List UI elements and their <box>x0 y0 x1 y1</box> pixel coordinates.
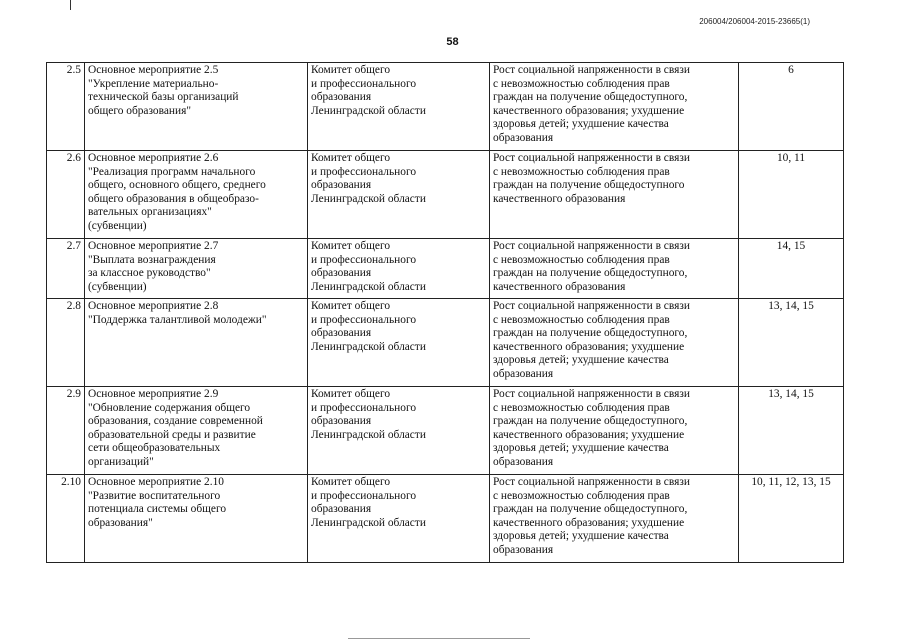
cell-line: качественного образования; ухудшение <box>493 516 685 529</box>
cell-line: здоровья детей; ухудшение качества <box>493 530 669 543</box>
cell-line: Основное мероприятие 2.8 <box>88 300 219 312</box>
cell-line: образования <box>311 503 372 516</box>
cell-line: здоровья детей; ухудшение качества <box>493 354 669 367</box>
cell-line: (субвенции) <box>88 219 147 232</box>
cell-line: с невозможностью соблюдения прав <box>493 253 670 266</box>
row-number: 2.5 <box>47 63 85 151</box>
cell-line: Комитет общего <box>311 300 391 312</box>
cell-line: образования <box>493 455 554 468</box>
measures-table <box>46 62 844 563</box>
table-row <box>47 387 844 475</box>
cell-line: с невозможностью соблюдения прав <box>493 165 670 178</box>
cell-line: образования <box>493 367 554 380</box>
cell-line: и профессионального <box>311 77 417 90</box>
cell-line: "Выплата вознаграждения <box>88 253 216 266</box>
measure-cell <box>85 63 308 151</box>
cell-line: образования <box>311 179 372 192</box>
cell-line: граждан на получение общедоступного, <box>493 327 688 340</box>
row-number: 2.8 <box>47 299 85 387</box>
cell-line: Рост социальной напряженности в связи <box>493 152 690 164</box>
consequence-cell <box>490 63 739 151</box>
measure-cell <box>85 239 308 299</box>
cell-line: Рост социальной напряженности в связи <box>493 476 690 488</box>
executor-cell <box>308 151 490 239</box>
cell-line: Рост социальной напряженности в связи <box>493 388 690 400</box>
consequence-cell <box>490 387 739 475</box>
cell-line: общего образования" <box>88 104 191 117</box>
cell-line: образования" <box>88 516 153 529</box>
cell-line: Ленинградской области <box>311 340 426 353</box>
cell-line: Основное мероприятие 2.9 <box>88 388 219 400</box>
cell-line: вательных организациях" <box>88 206 212 219</box>
cell-line: граждан на получение общедоступного, <box>493 267 688 280</box>
cell-line: Комитет общего <box>311 240 391 252</box>
cell-line: "Укрепление материально- <box>88 77 219 90</box>
cell-line: образования <box>311 327 372 340</box>
executor-cell <box>308 387 490 475</box>
cell-line: общего, основного общего, среднего <box>88 179 266 192</box>
measure-cell <box>85 387 308 475</box>
row-number: 2.10 <box>47 475 85 563</box>
cell-line: Рост социальной напряженности в связи <box>493 240 690 252</box>
executor-cell <box>308 63 490 151</box>
row-number: 2.7 <box>47 239 85 299</box>
table-row <box>47 475 844 563</box>
cell-line: образования <box>311 91 372 104</box>
cell-line: Комитет общего <box>311 388 391 400</box>
scan-bottom-mark <box>348 638 530 639</box>
cell-line: образования <box>311 415 372 428</box>
cell-line: Основное мероприятие 2.6 <box>88 152 219 164</box>
cell-line: "Поддержка талантливой молодежи" <box>88 313 267 326</box>
cell-line: Ленинградской области <box>311 516 426 529</box>
cell-line: Основное мероприятие 2.5 <box>88 64 219 76</box>
table-row <box>47 63 844 151</box>
cell-line: качественного образования <box>493 192 626 205</box>
measure-cell <box>85 475 308 563</box>
table-row <box>47 151 844 239</box>
cell-line: Ленинградской области <box>311 104 426 117</box>
cell-line: Комитет общего <box>311 64 391 76</box>
measure-cell <box>85 299 308 387</box>
cell-line: образования <box>311 267 372 280</box>
cell-line: образовательной среды и развитие <box>88 428 256 441</box>
consequence-cell <box>490 239 739 299</box>
cell-line: потенциала системы общего <box>88 503 227 516</box>
cell-line: Рост социальной напряженности в связи <box>493 64 690 76</box>
consequence-cell <box>490 475 739 563</box>
cell-line: Ленинградской области <box>311 428 426 441</box>
table-row <box>47 299 844 387</box>
executor-cell <box>308 299 490 387</box>
cell-line: качественного образования; ухудшение <box>493 104 685 117</box>
indicators-cell: 13, 14, 15 <box>739 387 844 475</box>
cell-line: и профессионального <box>311 313 417 326</box>
cell-line: граждан на получение общедоступного, <box>493 415 688 428</box>
cell-line: Комитет общего <box>311 476 391 488</box>
cell-line: "Обновление содержания общего <box>88 401 251 414</box>
executor-cell <box>308 475 490 563</box>
cell-line: образования <box>493 131 554 144</box>
row-number: 2.9 <box>47 387 85 475</box>
cell-line: граждан на получение общедоступного <box>493 179 685 192</box>
cell-line: Ленинградской области <box>311 192 426 205</box>
cell-line: с невозможностью соблюдения прав <box>493 77 670 90</box>
cell-line: за классное руководство" <box>88 267 211 280</box>
consequence-cell <box>490 299 739 387</box>
cell-line: граждан на получение общедоступного, <box>493 503 688 516</box>
cell-line: здоровья детей; ухудшение качества <box>493 118 669 131</box>
cell-line: с невозможностью соблюдения прав <box>493 401 670 414</box>
table-row <box>47 239 844 299</box>
cell-line: качественного образования; ухудшение <box>493 428 685 441</box>
cell-line: "Реализация программ начального <box>88 165 256 178</box>
indicators-cell: 10, 11 <box>739 151 844 239</box>
cell-line: (субвенции) <box>88 280 147 293</box>
cell-line: и профессионального <box>311 253 417 266</box>
measure-cell <box>85 151 308 239</box>
indicators-cell: 10, 11, 12, 13, 15 <box>739 475 844 563</box>
cell-line: с невозможностью соблюдения прав <box>493 489 670 502</box>
indicators-cell: 13, 14, 15 <box>739 299 844 387</box>
scan-edge-mark <box>70 0 71 10</box>
page-number: 58 <box>446 36 459 48</box>
cell-line: и профессионального <box>311 489 417 502</box>
cell-line: Основное мероприятие 2.10 <box>88 476 224 488</box>
indicators-cell: 14, 15 <box>739 239 844 299</box>
cell-line: образования, создание современной <box>88 415 263 428</box>
document-id: 206004/206004-2015-23665(1) <box>699 17 810 26</box>
consequence-cell <box>490 151 739 239</box>
cell-line: граждан на получение общедоступного, <box>493 91 688 104</box>
cell-line: технической базы организаций <box>88 91 239 104</box>
cell-line: качественного образования; ухудшение <box>493 340 685 353</box>
cell-line: Комитет общего <box>311 152 391 164</box>
row-number: 2.6 <box>47 151 85 239</box>
cell-line: и профессионального <box>311 165 417 178</box>
cell-line: образования <box>493 543 554 556</box>
cell-line: сети общеобразовательных <box>88 442 221 455</box>
cell-line: с невозможностью соблюдения прав <box>493 313 670 326</box>
indicators-cell: 6 <box>739 63 844 151</box>
cell-line: общего образования в общеобразо- <box>88 192 259 205</box>
cell-line: и профессионального <box>311 401 417 414</box>
cell-line: Ленинградской области <box>311 280 426 293</box>
cell-line: организаций" <box>88 455 154 468</box>
cell-line: качественного образования <box>493 280 626 293</box>
cell-line: Рост социальной напряженности в связи <box>493 300 690 312</box>
cell-line: здоровья детей; ухудшение качества <box>493 442 669 455</box>
executor-cell <box>308 239 490 299</box>
cell-line: "Развитие воспитательного <box>88 489 221 502</box>
cell-line: Основное мероприятие 2.7 <box>88 240 219 252</box>
measures-table-body <box>47 63 844 563</box>
